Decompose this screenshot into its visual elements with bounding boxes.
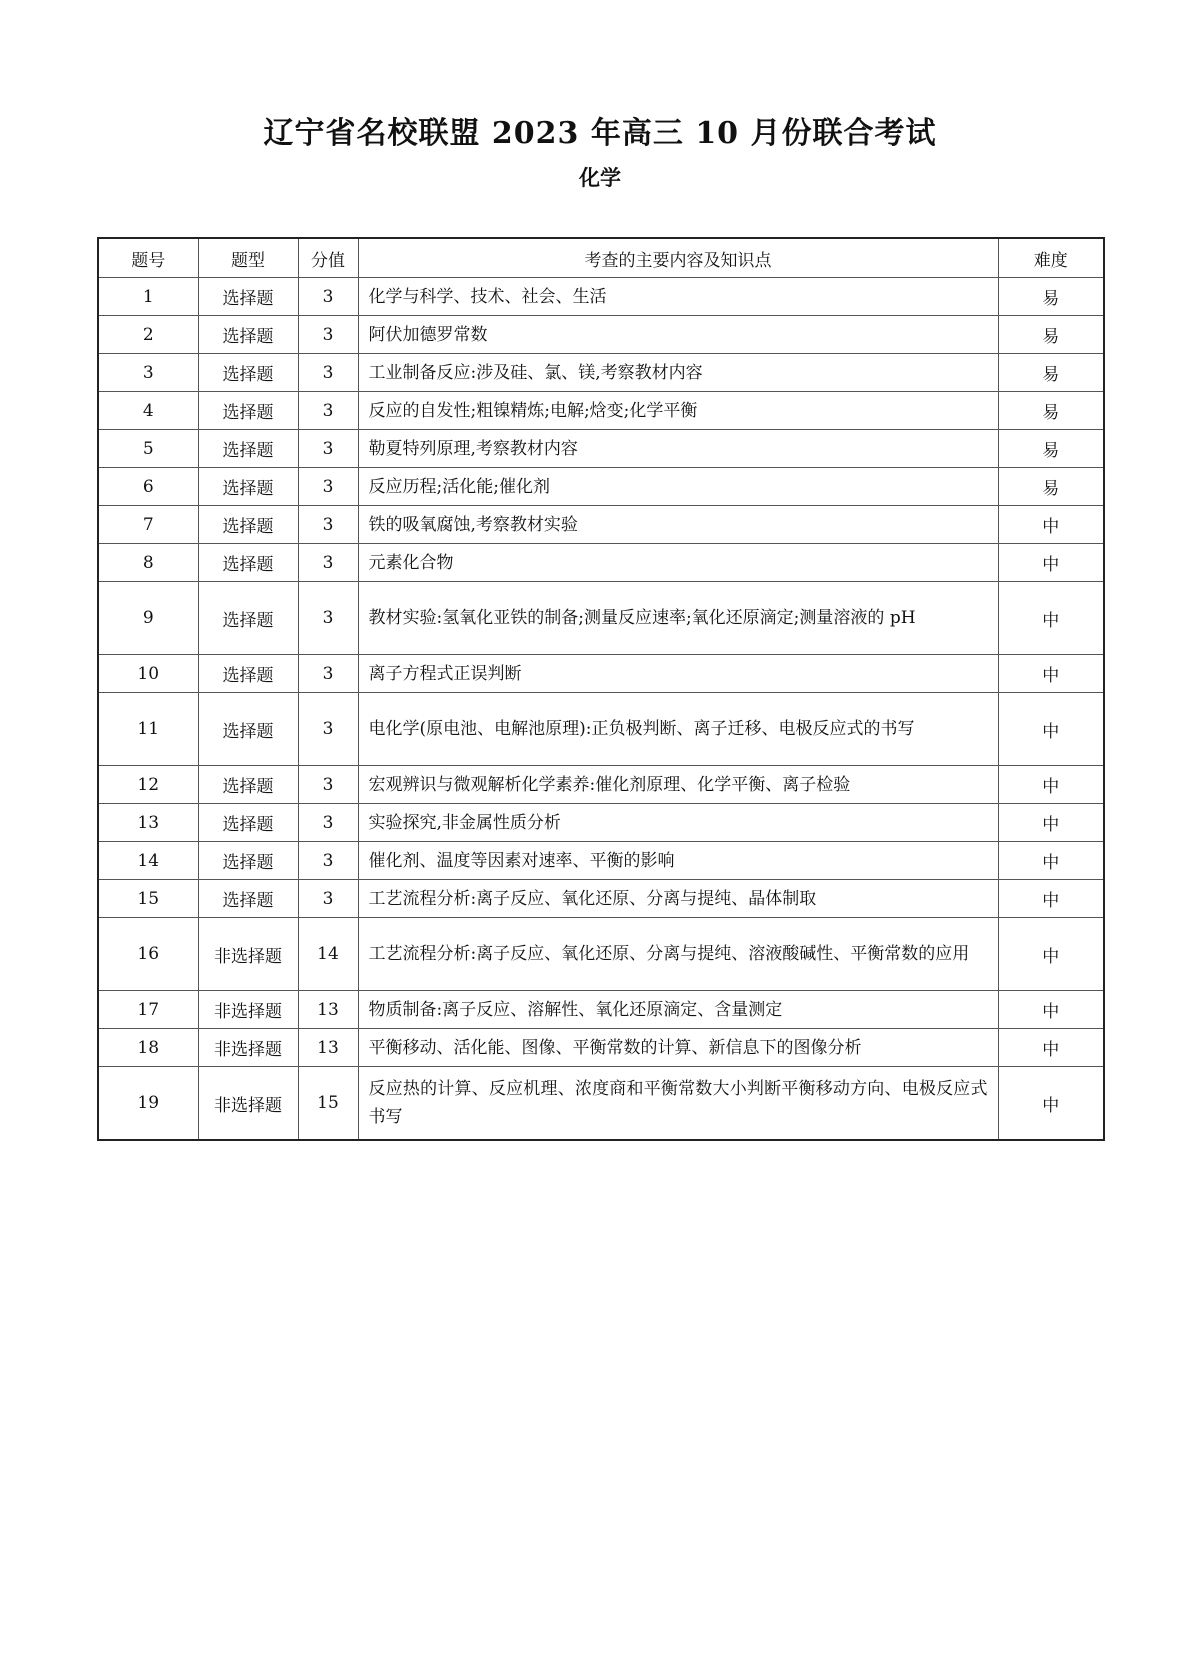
question-type: 选择题 [198, 278, 298, 316]
question-difficulty: 中 [998, 544, 1104, 582]
question-content: 铁的吸氧腐蚀,考察教材实验 [358, 506, 998, 544]
question-content: 反应历程;活化能;催化剂 [358, 468, 998, 506]
question-score: 3 [298, 804, 358, 842]
table-row [98, 655, 1104, 693]
question-difficulty: 易 [998, 354, 1104, 392]
table-header-row [98, 238, 1104, 278]
table-row [98, 918, 1104, 991]
exam-analysis-table [97, 237, 1105, 1141]
question-content: 反应热的计算、反应机理、浓度商和平衡常数大小判断平衡移动方向、电极反应式书写 [358, 1067, 998, 1141]
question-content: 阿伏加德罗常数 [358, 316, 998, 354]
question-type: 非选择题 [198, 1067, 298, 1141]
table-row [98, 1067, 1104, 1141]
question-difficulty: 中 [998, 655, 1104, 693]
question-type: 选择题 [198, 506, 298, 544]
question-content: 反应的自发性;粗镍精炼;电解;焓变;化学平衡 [358, 392, 998, 430]
table-body [98, 278, 1104, 1141]
table-row [98, 316, 1104, 354]
question-score: 3 [298, 766, 358, 804]
question-content: 实验探究,非金属性质分析 [358, 804, 998, 842]
question-type: 选择题 [198, 766, 298, 804]
question-type: 非选择题 [198, 918, 298, 991]
question-type: 非选择题 [198, 1029, 298, 1067]
table-row [98, 468, 1104, 506]
question-difficulty: 中 [998, 506, 1104, 544]
question-content: 教材实验:氢氧化亚铁的制备;测量反应速率;氧化还原滴定;测量溶液的 pH [358, 582, 998, 655]
question-number: 19 [98, 1067, 198, 1141]
question-content: 工业制备反应:涉及硅、氯、镁,考察教材内容 [358, 354, 998, 392]
question-number: 13 [98, 804, 198, 842]
question-number: 18 [98, 1029, 198, 1067]
question-number: 3 [98, 354, 198, 392]
question-content: 离子方程式正误判断 [358, 655, 998, 693]
question-number: 7 [98, 506, 198, 544]
question-type: 选择题 [198, 544, 298, 582]
question-score: 13 [298, 1029, 358, 1067]
question-difficulty: 中 [998, 766, 1104, 804]
question-content: 工艺流程分析:离子反应、氧化还原、分离与提纯、溶液酸碱性、平衡常数的应用 [358, 918, 998, 991]
column-header-content: 考查的主要内容及知识点 [358, 238, 998, 278]
table-row [98, 1029, 1104, 1067]
table-row [98, 582, 1104, 655]
question-number: 16 [98, 918, 198, 991]
question-type: 选择题 [198, 468, 298, 506]
subject-title: 化学 [579, 166, 621, 190]
question-difficulty: 中 [998, 880, 1104, 918]
question-content: 宏观辨识与微观解析化学素养:催化剂原理、化学平衡、离子检验 [358, 766, 998, 804]
question-content: 催化剂、温度等因素对速率、平衡的影响 [358, 842, 998, 880]
question-number: 4 [98, 392, 198, 430]
table-row [98, 430, 1104, 468]
question-score: 3 [298, 354, 358, 392]
question-score: 3 [298, 278, 358, 316]
question-type: 选择题 [198, 693, 298, 766]
question-content: 工艺流程分析:离子反应、氧化还原、分离与提纯、晶体制取 [358, 880, 998, 918]
question-difficulty: 易 [998, 468, 1104, 506]
table-row [98, 506, 1104, 544]
question-difficulty: 中 [998, 991, 1104, 1029]
question-score: 3 [298, 842, 358, 880]
table-row [98, 804, 1104, 842]
question-type: 非选择题 [198, 991, 298, 1029]
question-score: 3 [298, 693, 358, 766]
question-number: 1 [98, 278, 198, 316]
question-type: 选择题 [198, 316, 298, 354]
table-row [98, 354, 1104, 392]
question-content: 物质制备:离子反应、溶解性、氧化还原滴定、含量测定 [358, 991, 998, 1029]
table-row [98, 880, 1104, 918]
table-row [98, 278, 1104, 316]
question-number: 12 [98, 766, 198, 804]
question-score: 3 [298, 544, 358, 582]
question-content: 化学与科学、技术、社会、生活 [358, 278, 998, 316]
column-header-type: 题型 [198, 238, 298, 278]
table-row [98, 392, 1104, 430]
question-difficulty: 中 [998, 1067, 1104, 1141]
question-score: 3 [298, 506, 358, 544]
table-row [98, 693, 1104, 766]
question-content: 平衡移动、活化能、图像、平衡常数的计算、新信息下的图像分析 [358, 1029, 998, 1067]
question-type: 选择题 [198, 354, 298, 392]
column-header-score: 分值 [298, 238, 358, 278]
table-row [98, 991, 1104, 1029]
question-score: 3 [298, 430, 358, 468]
question-number: 9 [98, 582, 198, 655]
question-score: 3 [298, 468, 358, 506]
question-difficulty: 中 [998, 804, 1104, 842]
question-number: 2 [98, 316, 198, 354]
question-type: 选择题 [198, 842, 298, 880]
question-number: 15 [98, 880, 198, 918]
column-header-number: 题号 [98, 238, 198, 278]
question-type: 选择题 [198, 582, 298, 655]
question-difficulty: 中 [998, 842, 1104, 880]
question-score: 3 [298, 880, 358, 918]
page-title: 辽宁省名校联盟 2023 年高三 10 月份联合考试 [263, 116, 937, 151]
question-content: 电化学(原电池、电解池原理):正负极判断、离子迁移、电极反应式的书写 [358, 693, 998, 766]
question-difficulty: 中 [998, 693, 1104, 766]
question-number: 14 [98, 842, 198, 880]
question-content: 元素化合物 [358, 544, 998, 582]
question-type: 选择题 [198, 430, 298, 468]
question-score: 15 [298, 1067, 358, 1141]
question-number: 17 [98, 991, 198, 1029]
question-number: 6 [98, 468, 198, 506]
question-number: 8 [98, 544, 198, 582]
column-header-difficulty: 难度 [998, 238, 1104, 278]
question-difficulty: 中 [998, 582, 1104, 655]
question-type: 选择题 [198, 804, 298, 842]
table-row [98, 842, 1104, 880]
question-type: 选择题 [198, 392, 298, 430]
question-difficulty: 中 [998, 918, 1104, 991]
table-row [98, 544, 1104, 582]
question-type: 选择题 [198, 880, 298, 918]
question-difficulty: 易 [998, 316, 1104, 354]
question-difficulty: 中 [998, 1029, 1104, 1067]
question-content: 勒夏特列原理,考察教材内容 [358, 430, 998, 468]
question-type: 选择题 [198, 655, 298, 693]
question-score: 3 [298, 392, 358, 430]
question-difficulty: 易 [998, 278, 1104, 316]
question-number: 10 [98, 655, 198, 693]
question-score: 13 [298, 991, 358, 1029]
question-score: 3 [298, 655, 358, 693]
question-number: 5 [98, 430, 198, 468]
question-score: 14 [298, 918, 358, 991]
question-difficulty: 易 [998, 430, 1104, 468]
question-difficulty: 易 [998, 392, 1104, 430]
question-score: 3 [298, 316, 358, 354]
question-number: 11 [98, 693, 198, 766]
table-row [98, 766, 1104, 804]
question-score: 3 [298, 582, 358, 655]
